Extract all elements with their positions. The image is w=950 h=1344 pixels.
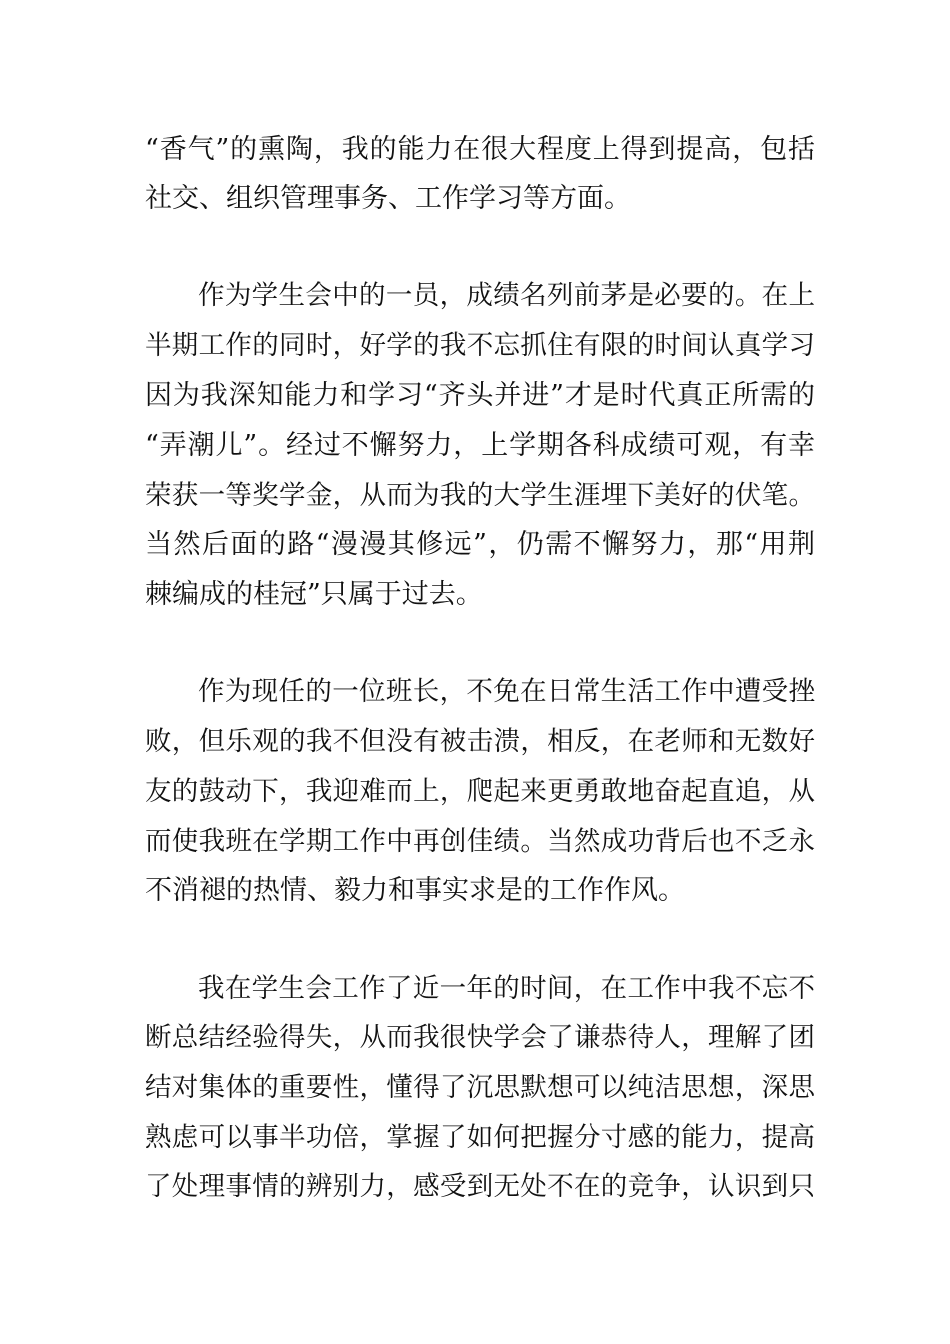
paragraph-3-line-1: 作为现任的一位班长，不免在日常生活工作中遭受挫 xyxy=(198,676,815,707)
paragraph-1-line-1: “香气”的熏陶，我的能力在很大程度上得到提高，包括 xyxy=(145,134,815,165)
paragraph-2-line-6: 当然后面的路“漫漫其修远”，仍需不懈努力，那“用荆 xyxy=(145,529,815,560)
paragraph-3-line-5: 不消褪的热情、毅力和事实求是的工作作风。 xyxy=(145,875,685,906)
paragraph-4-line-3: 结对集体的重要性，懂得了沉思默想可以纯洁思想，深思 xyxy=(145,1072,815,1103)
paragraph-4-line-5: 了处理事情的辨别力，感受到无处不在的竞争，认识到只 xyxy=(145,1171,815,1202)
paragraph-2-line-4: “弄潮儿”。经过不懈努力，上学期各科成绩可观，有幸 xyxy=(145,430,815,461)
paragraph-2-line-1: 作为学生会中的一员，成绩名列前茅是必要的。在上 xyxy=(198,280,815,311)
paragraph-2-line-5: 荣获一等奖学金，从而为我的大学生涯埋下美好的伏笔。 xyxy=(145,480,815,511)
paragraph-2-line-7: 棘编成的桂冠”只属于过去。 xyxy=(145,579,483,610)
paragraph-4-line-1: 我在学生会工作了近一年的时间，在工作中我不忘不 xyxy=(198,973,815,1004)
paragraph-4-line-2: 断总结经验得失，从而我很快学会了谦恭待人，理解了团 xyxy=(145,1022,815,1053)
paragraph-3-line-3: 友的鼓动下，我迎难而上，爬起来更勇敢地奋起直追，从 xyxy=(145,776,815,807)
paragraph-3-line-4: 而使我班在学期工作中再创佳绩。当然成功背后也不乏永 xyxy=(145,826,815,857)
paragraph-2-line-2: 半期工作的同时，好学的我不忘抓住有限的时间认真学习 xyxy=(145,330,815,361)
paragraph-4-line-4: 熟虑可以事半功倍，掌握了如何把握分寸感的能力，提高 xyxy=(145,1122,815,1153)
paragraph-2-line-3: 因为我深知能力和学习“齐头并进”才是时代真正所需的 xyxy=(145,380,815,411)
paragraph-3-line-2: 败，但乐观的我不但没有被击溃，相反，在老师和无数好 xyxy=(145,726,815,757)
paragraph-1-line-2: 社交、组织管理事务、工作学习等方面。 xyxy=(145,183,631,214)
